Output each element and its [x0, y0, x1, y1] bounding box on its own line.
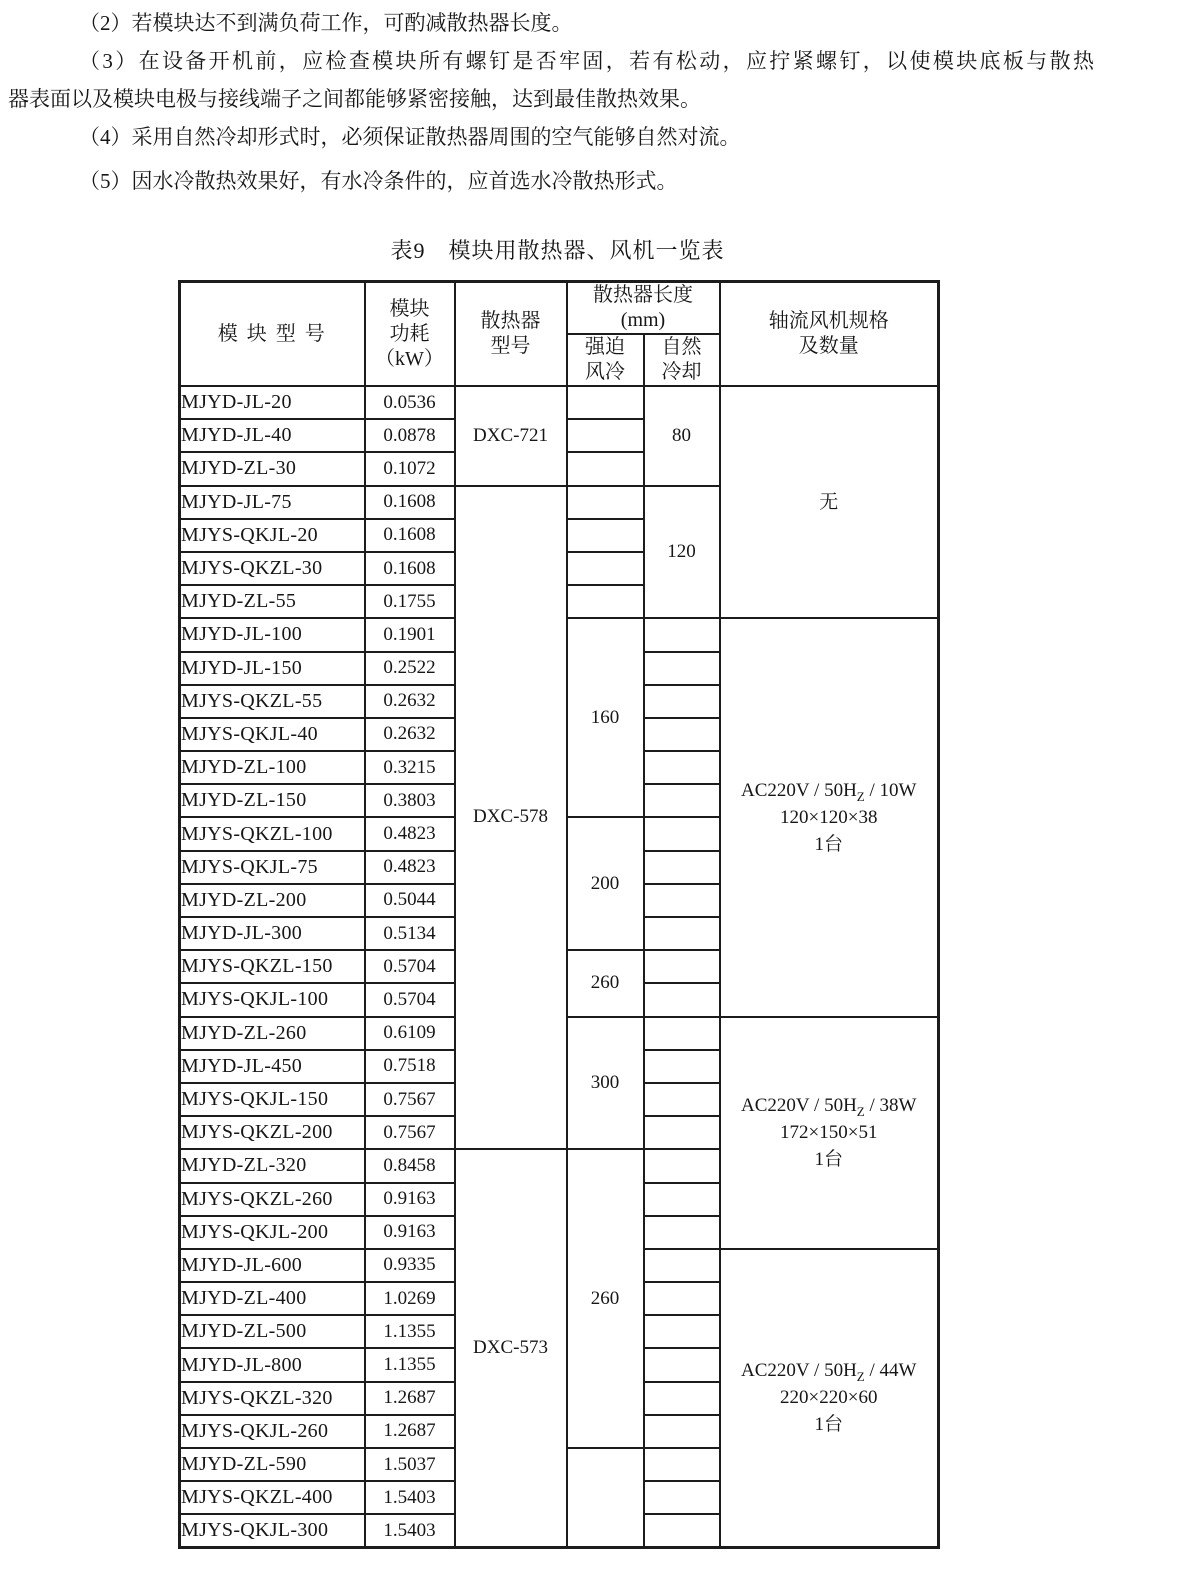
- cell-module-power: 0.7567: [365, 1116, 455, 1149]
- paragraph-line-2: （2）若模块达不到满负荷工作，可酌减散热器长度。: [79, 11, 573, 35]
- cell-natural-cooling-length: [644, 1083, 720, 1116]
- cell-module-power: 0.9163: [365, 1183, 455, 1216]
- cell-heatsink-model: DXC-578: [455, 486, 567, 1150]
- cell-natural-cooling-length: [644, 884, 720, 917]
- cell-natural-cooling-length: [644, 1514, 720, 1547]
- cell-module-model: MJYS-QKJL-200: [180, 1216, 365, 1249]
- cell-module-model: MJYD-JL-75: [180, 486, 365, 519]
- cell-natural-cooling-length: [644, 784, 720, 817]
- cell-module-power: 0.0878: [365, 419, 455, 452]
- header-heatsink-model: 散热器 型号: [455, 282, 567, 387]
- cell-module-model: MJYS-QKZL-320: [180, 1382, 365, 1415]
- cell-forced-air-length: 300: [567, 1017, 644, 1150]
- cell-fan-spec: $AC220V / 50H_Z / 44W$ 220×220×60 1台: [720, 1249, 939, 1548]
- cell-module-power: 0.1072: [365, 452, 455, 485]
- cell-module-power: 0.3803: [365, 784, 455, 817]
- cell-natural-cooling-length: [644, 1183, 720, 1216]
- paragraph-line-3-cont: 器表面以及模块电极与接线端子之间都能够紧密接触，达到最佳散热效果。: [8, 87, 701, 111]
- cell-natural-cooling-length: [644, 1382, 720, 1415]
- cell-module-power: 0.0536: [365, 386, 455, 419]
- cell-natural-cooling-length: [644, 1315, 720, 1348]
- cell-module-power: 0.5704: [365, 983, 455, 1016]
- cell-natural-cooling-length: [644, 1149, 720, 1182]
- cell-natural-cooling-length: [644, 751, 720, 784]
- cell-natural-cooling-length: [644, 1216, 720, 1249]
- cell-fan-spec: $AC220V / 50H_Z / 38W$ 172×150×51 1台: [720, 1017, 939, 1249]
- cell-module-power: 1.1355: [365, 1315, 455, 1348]
- cell-forced-air-length: 260: [567, 950, 644, 1016]
- cell-module-model: MJYS-QKZL-260: [180, 1183, 365, 1216]
- cell-natural-cooling-length: [644, 1282, 720, 1315]
- table-header: [180, 282, 939, 387]
- cell-forced-air-length: 200: [567, 817, 644, 950]
- cell-module-power: 0.8458: [365, 1149, 455, 1182]
- cell-module-model: MJYD-ZL-200: [180, 884, 365, 917]
- cell-module-power: 0.6109: [365, 1017, 455, 1050]
- header-module-model: 模 块 型 号: [180, 282, 365, 387]
- cell-module-power: 0.1608: [365, 552, 455, 585]
- cell-module-power: 0.4823: [365, 817, 455, 850]
- cell-forced-air-length: [567, 386, 644, 419]
- cell-module-power: 1.5037: [365, 1448, 455, 1481]
- paragraph-line-3: （3）在设备开机前，应检查模块所有螺钉是否牢固，若有松动，应拧紧螺钉，以使模块底板与散热: [79, 49, 1094, 73]
- cell-module-power: 1.2687: [365, 1382, 455, 1415]
- header-module-power: 模块 功耗 （kW）: [365, 282, 455, 387]
- cell-module-model: MJYD-ZL-55: [180, 585, 365, 618]
- body-text: [0, 0, 1200, 200]
- cell-module-model: MJYD-ZL-150: [180, 784, 365, 817]
- cell-module-model: MJYD-JL-20: [180, 386, 365, 419]
- cell-module-power: 0.1901: [365, 618, 455, 651]
- cell-natural-cooling-length: [644, 1448, 720, 1481]
- cell-natural-cooling-length: [644, 652, 720, 685]
- cell-module-model: MJYD-ZL-30: [180, 452, 365, 485]
- cell-module-power: 0.2522: [365, 652, 455, 685]
- cell-natural-cooling-length: [644, 950, 720, 983]
- cell-natural-cooling-length: [644, 1249, 720, 1282]
- cell-module-model: MJYS-QKZL-200: [180, 1116, 365, 1149]
- cell-module-power: 0.2632: [365, 685, 455, 718]
- cell-natural-cooling-length: [644, 1481, 720, 1514]
- cell-module-power: 0.5704: [365, 950, 455, 983]
- header-heatsink-length: 散热器长度 (mm): [567, 282, 720, 335]
- cell-module-model: MJYD-JL-800: [180, 1348, 365, 1381]
- cell-natural-cooling-length: [644, 718, 720, 751]
- cell-module-power: 0.4823: [365, 851, 455, 884]
- cell-forced-air-length: [567, 585, 644, 618]
- cell-module-model: MJYS-QKZL-150: [180, 950, 365, 983]
- cell-module-model: MJYD-ZL-320: [180, 1149, 365, 1182]
- cell-module-power: 0.7567: [365, 1083, 455, 1116]
- cell-natural-cooling-length: [644, 618, 720, 651]
- cell-module-model: MJYD-ZL-590: [180, 1448, 365, 1481]
- cell-module-model: MJYD-JL-100: [180, 618, 365, 651]
- table-body: [180, 386, 939, 1548]
- header-fan-spec: 轴流风机规格 及数量: [720, 282, 939, 387]
- cell-module-model: MJYD-ZL-500: [180, 1315, 365, 1348]
- cell-module-model: MJYS-QKZL-400: [180, 1481, 365, 1514]
- cell-module-model: MJYD-ZL-100: [180, 751, 365, 784]
- cell-module-power: 1.0269: [365, 1282, 455, 1315]
- cell-module-power: 0.7518: [365, 1050, 455, 1083]
- cell-module-model: MJYD-JL-150: [180, 652, 365, 685]
- cell-module-model: MJYS-QKJL-20: [180, 519, 365, 552]
- cell-natural-cooling-length: [644, 1017, 720, 1050]
- table-row: [180, 386, 939, 419]
- cell-module-model: MJYS-QKJL-100: [180, 983, 365, 1016]
- cell-module-power: 1.1355: [365, 1348, 455, 1381]
- heatsink-fan-table: [178, 280, 940, 1549]
- cell-natural-cooling-length: 120: [644, 486, 720, 619]
- cell-forced-air-length: [567, 519, 644, 552]
- cell-module-power: 0.1608: [365, 486, 455, 519]
- paragraph-line-5: （5）因水冷散热效果好，有水冷条件的，应首选水冷散热形式。: [79, 169, 678, 193]
- cell-natural-cooling-length: [644, 685, 720, 718]
- cell-module-power: 0.3215: [365, 751, 455, 784]
- cell-module-power: 0.5134: [365, 917, 455, 950]
- cell-module-model: MJYS-QKJL-260: [180, 1415, 365, 1448]
- cell-forced-air-length: [567, 552, 644, 585]
- cell-module-model: MJYS-QKJL-75: [180, 851, 365, 884]
- cell-forced-air-length: [567, 486, 644, 519]
- cell-natural-cooling-length: [644, 817, 720, 850]
- cell-module-model: MJYD-JL-600: [180, 1249, 365, 1282]
- cell-module-model: MJYD-JL-40: [180, 419, 365, 452]
- cell-module-power: 0.9335: [365, 1249, 455, 1282]
- cell-natural-cooling-length: [644, 1116, 720, 1149]
- cell-natural-cooling-length: [644, 1348, 720, 1381]
- cell-natural-cooling-length: [644, 917, 720, 950]
- header-natural-cooling: 自然 冷却: [644, 334, 720, 386]
- cell-forced-air-length: [567, 452, 644, 485]
- cell-heatsink-model: DXC-573: [455, 1149, 567, 1547]
- cell-natural-cooling-length: [644, 983, 720, 1016]
- cell-module-model: MJYS-QKZL-30: [180, 552, 365, 585]
- cell-forced-air-length: 160: [567, 618, 644, 817]
- cell-heatsink-model: DXC-721: [455, 386, 567, 486]
- cell-module-power: 1.5403: [365, 1514, 455, 1547]
- cell-forced-air-length: [567, 419, 644, 452]
- table-title: 表9 模块用散热器、风机一览表: [390, 238, 725, 263]
- cell-natural-cooling-length: [644, 851, 720, 884]
- header-forced-air: 强迫 风冷: [567, 334, 644, 386]
- cell-natural-cooling-length: [644, 1415, 720, 1448]
- cell-fan-spec: 无: [720, 386, 939, 618]
- cell-module-power: 1.5403: [365, 1481, 455, 1514]
- cell-module-power: 0.2632: [365, 718, 455, 751]
- paragraph-line-4: （4）采用自然冷却形式时，必须保证散热器周围的空气能够自然对流。: [79, 125, 741, 149]
- cell-module-power: 1.2687: [365, 1415, 455, 1448]
- cell-module-model: MJYS-QKJL-40: [180, 718, 365, 751]
- cell-module-power: 0.1755: [365, 585, 455, 618]
- cell-natural-cooling-length: 80: [644, 386, 720, 486]
- cell-module-model: MJYD-ZL-400: [180, 1282, 365, 1315]
- cell-module-power: 0.9163: [365, 1216, 455, 1249]
- cell-module-model: MJYS-QKZL-100: [180, 817, 365, 850]
- cell-module-model: MJYD-JL-450: [180, 1050, 365, 1083]
- cell-module-power: 0.1608: [365, 519, 455, 552]
- cell-module-model: MJYS-QKJL-300: [180, 1514, 365, 1547]
- cell-module-model: MJYD-ZL-260: [180, 1017, 365, 1050]
- cell-forced-air-length: [567, 1448, 644, 1548]
- cell-fan-spec: $AC220V / 50H_Z / 10W$ 120×120×38 1台: [720, 618, 939, 1016]
- cell-module-model: MJYD-JL-300: [180, 917, 365, 950]
- cell-module-power: 0.5044: [365, 884, 455, 917]
- cell-module-model: MJYS-QKJL-150: [180, 1083, 365, 1116]
- cell-natural-cooling-length: [644, 1050, 720, 1083]
- cell-forced-air-length: 260: [567, 1149, 644, 1448]
- cell-module-model: MJYS-QKZL-55: [180, 685, 365, 718]
